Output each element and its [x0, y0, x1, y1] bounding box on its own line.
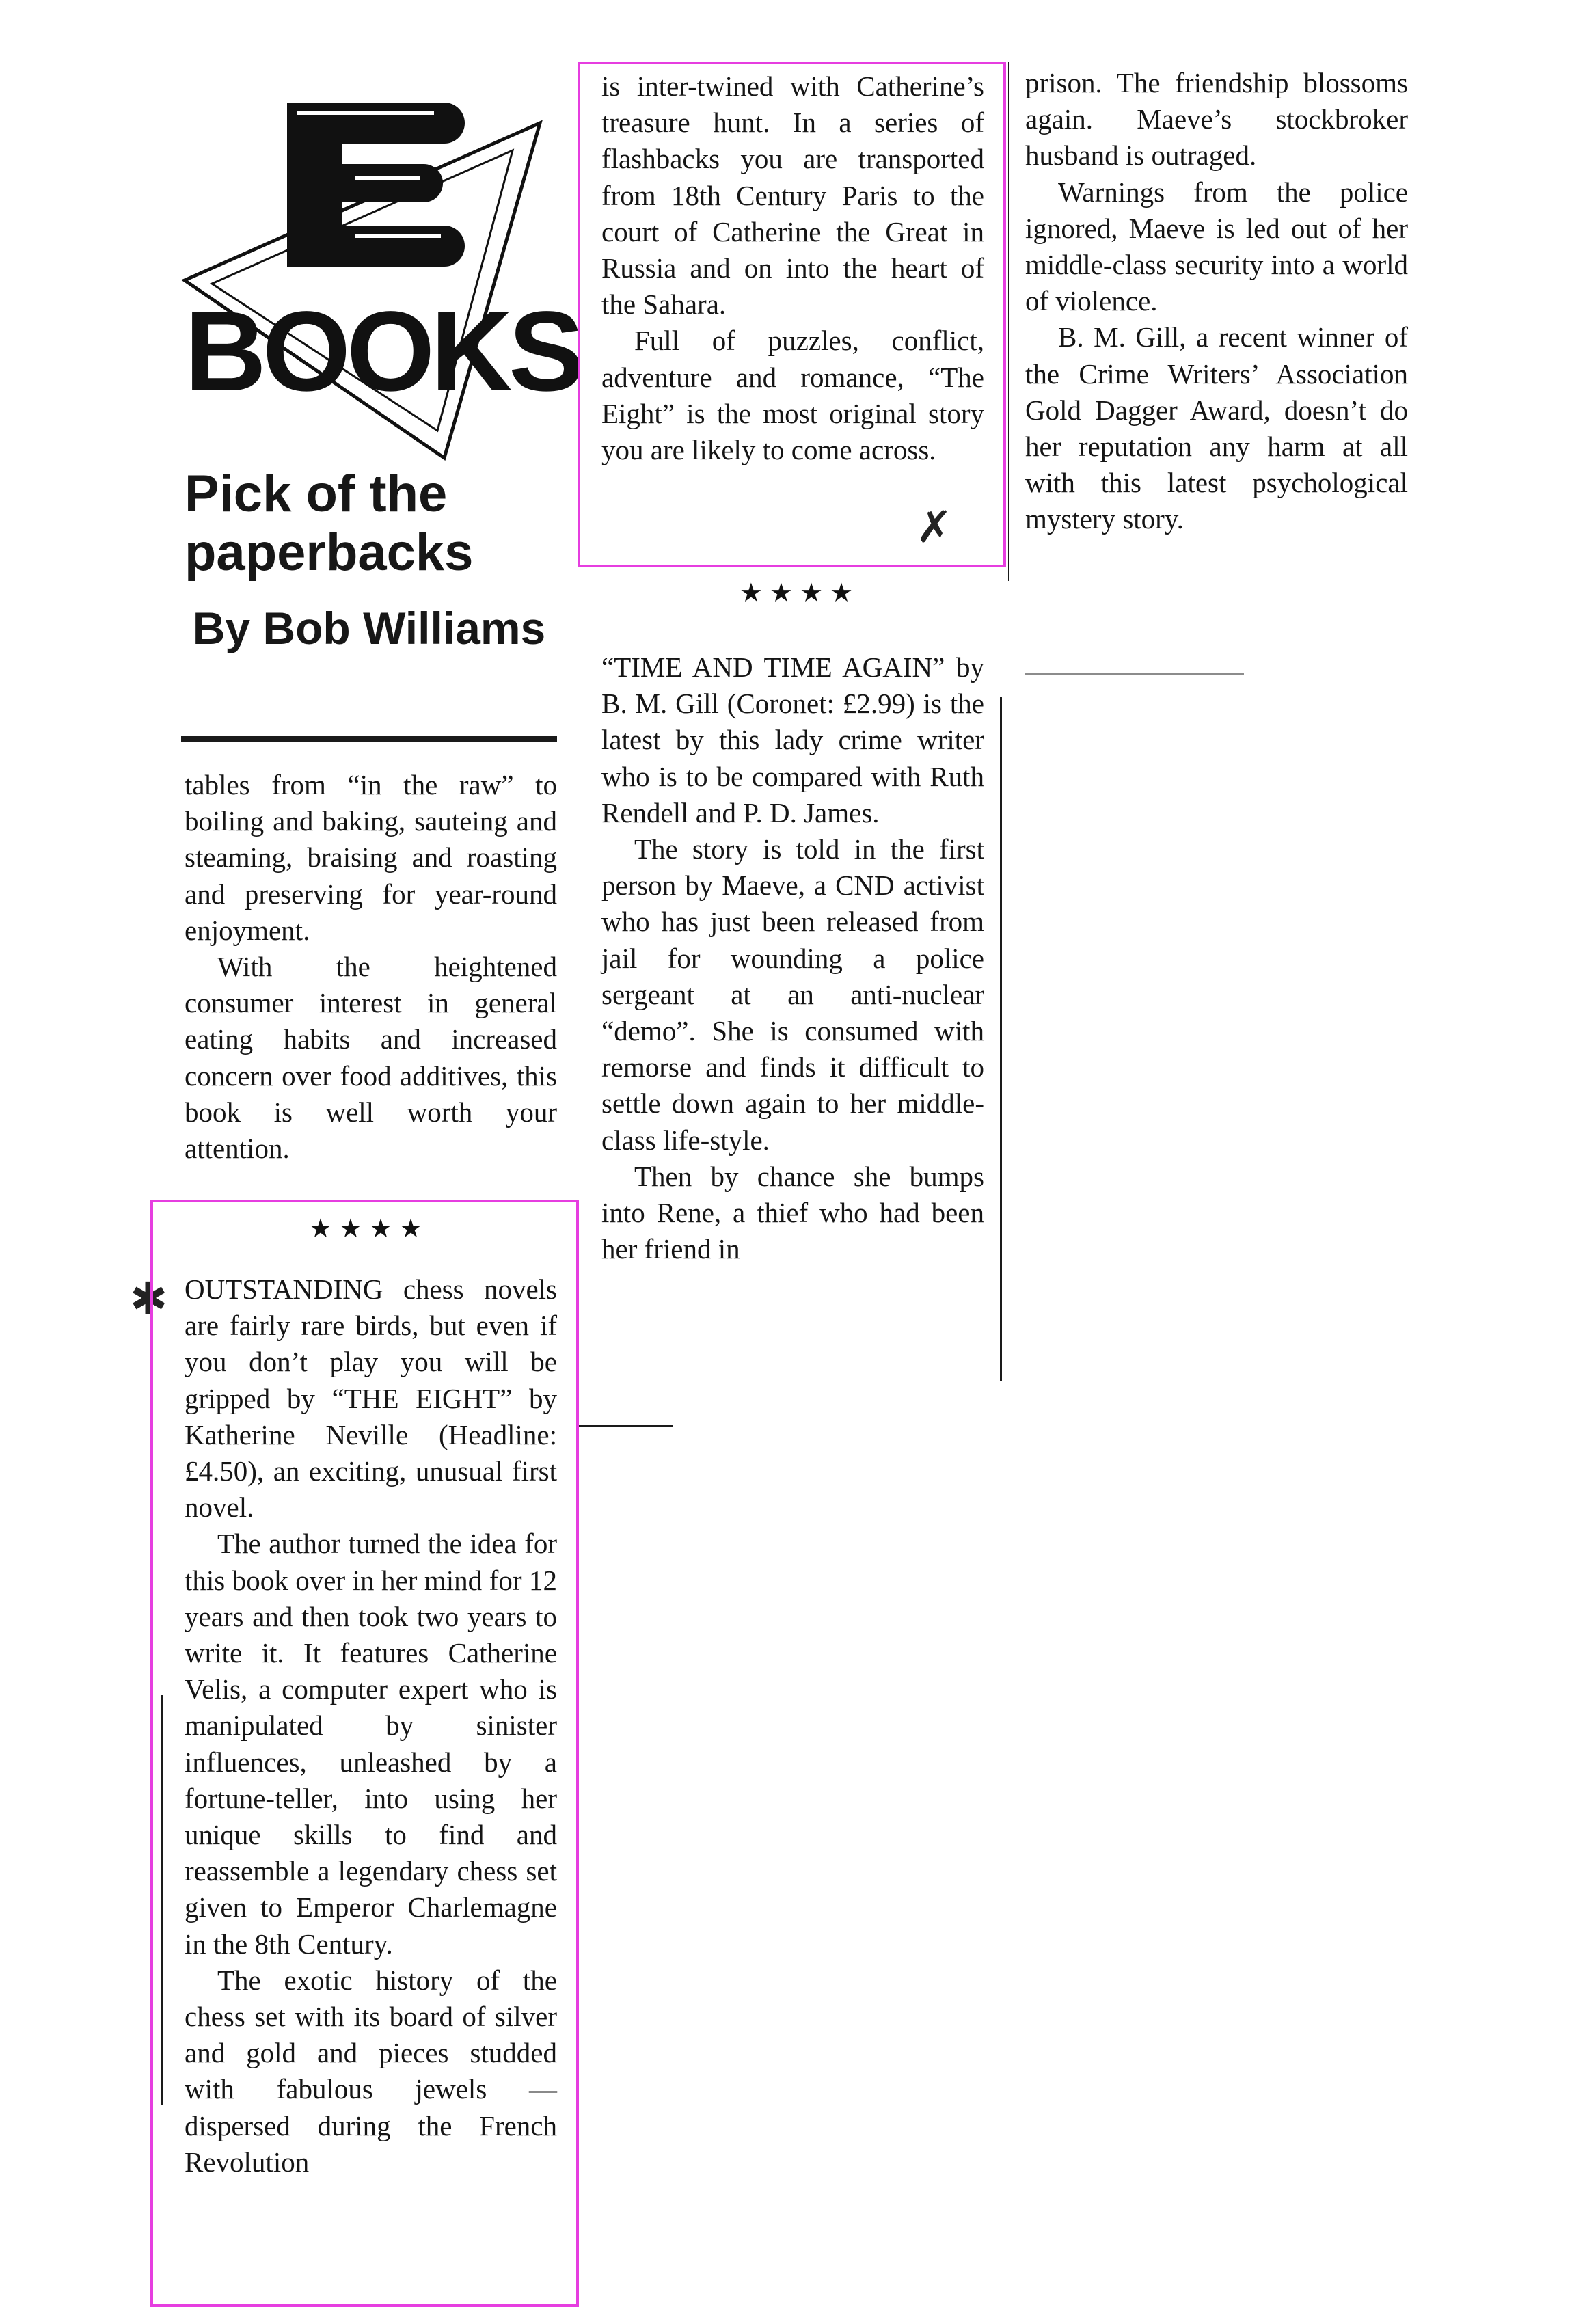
- paragraph: prison. The friendship blossoms again. Maeve’s stockbroker husband is outraged.: [1025, 67, 1408, 172]
- logo-word: BOOKS: [185, 288, 580, 415]
- paragraph: Then by chance she bumps into Rene, a thief who had been her friend in: [601, 1160, 984, 1265]
- column-divider: [1000, 697, 1002, 1381]
- header-rule: [181, 736, 557, 742]
- paragraph: The exotic history of the chess set with its board of silver and gold and pieces studded with fabulous jewels — dispersed during the French Revolution: [185, 1964, 557, 2178]
- highlight-box: [150, 1200, 579, 2307]
- paragraph: tables from “in the raw” to boiling and baking, sauteing and steaming, braising and roasting and preserving for year-round enjoyment.: [185, 769, 557, 946]
- clip-edge: [1025, 673, 1244, 675]
- paragraph: Warnings from the police ignored, Maeve is led out of her middle-class security into a world of violence.: [1025, 176, 1408, 317]
- clip-edge: [578, 1425, 673, 1427]
- paragraph: Full of puzzles, conflict, adventure and romance, “The Eight” is the most original story you are likely to come across.: [601, 325, 984, 466]
- gill-review-part1: [601, 649, 984, 1267]
- cross-mark-icon: ✗: [916, 502, 953, 553]
- section-stars: ★★★★: [739, 579, 860, 608]
- left-column-top: [185, 767, 557, 1167]
- paragraph: The story is told in the first person by Maeve, a CND activist who has just been released from jail for wounding a police sergeant at an anti-nuclear “demo”. She is consumed with remorse and finds it difficult to settle down again to her middle-class life-style.: [601, 833, 984, 1156]
- paragraph: “TIME AND TIME AGAIN” by B. M. Gill (Coronet: £2.99) is the latest by this lady crime writer who is to be compared with Ruth Rendell and P. D. James.: [601, 651, 984, 828]
- headline: Pick of the paperbacks: [185, 465, 474, 582]
- byline: By Bob Williams: [192, 603, 546, 653]
- section-stars: ★★★★: [308, 1215, 430, 1243]
- highlight-box: [578, 62, 1006, 567]
- paragraph: With the heightened consumer interest in general eating habits and increased concern over food additives, this book is well worth your attention.: [185, 951, 557, 1165]
- column-divider: [1008, 62, 1009, 581]
- gill-review-part2: [1025, 65, 1408, 538]
- paragraph: B. M. Gill, a recent winner of the Crime Writers’ Association Gold Dagger Award, doesn’t do her reputation any harm at all with this latest psychological mystery story.: [1025, 321, 1408, 535]
- paragraph: The author turned the idea for this book over in her mind for 12 years and then took two years to write it. It features Catherine Velis, a computer expert who is manipulated by sinister influences, unleashed by a fortune-teller, into using her unique skills to find and reassemble a legendary chess set given to Emperor Charlemagne in the 8th Century.: [185, 1528, 557, 1960]
- paragraph: OUTSTANDING chess novels are fairly rare birds, but even if you don’t play you will be gripped by “THE EIGHT” by Katherine Neville (Headline: £4.50), an exciting, unusual first novel.: [185, 1273, 557, 1524]
- paragraph: is inter-twined with Catherine’s treasure hunt. In a series of flashbacks you are transported from 18th Century Paris to the court of Catherine the Great in Russia and on into the heart of the Sahara.: [601, 70, 984, 321]
- asterisk-mark-icon: ✱: [130, 1273, 168, 1325]
